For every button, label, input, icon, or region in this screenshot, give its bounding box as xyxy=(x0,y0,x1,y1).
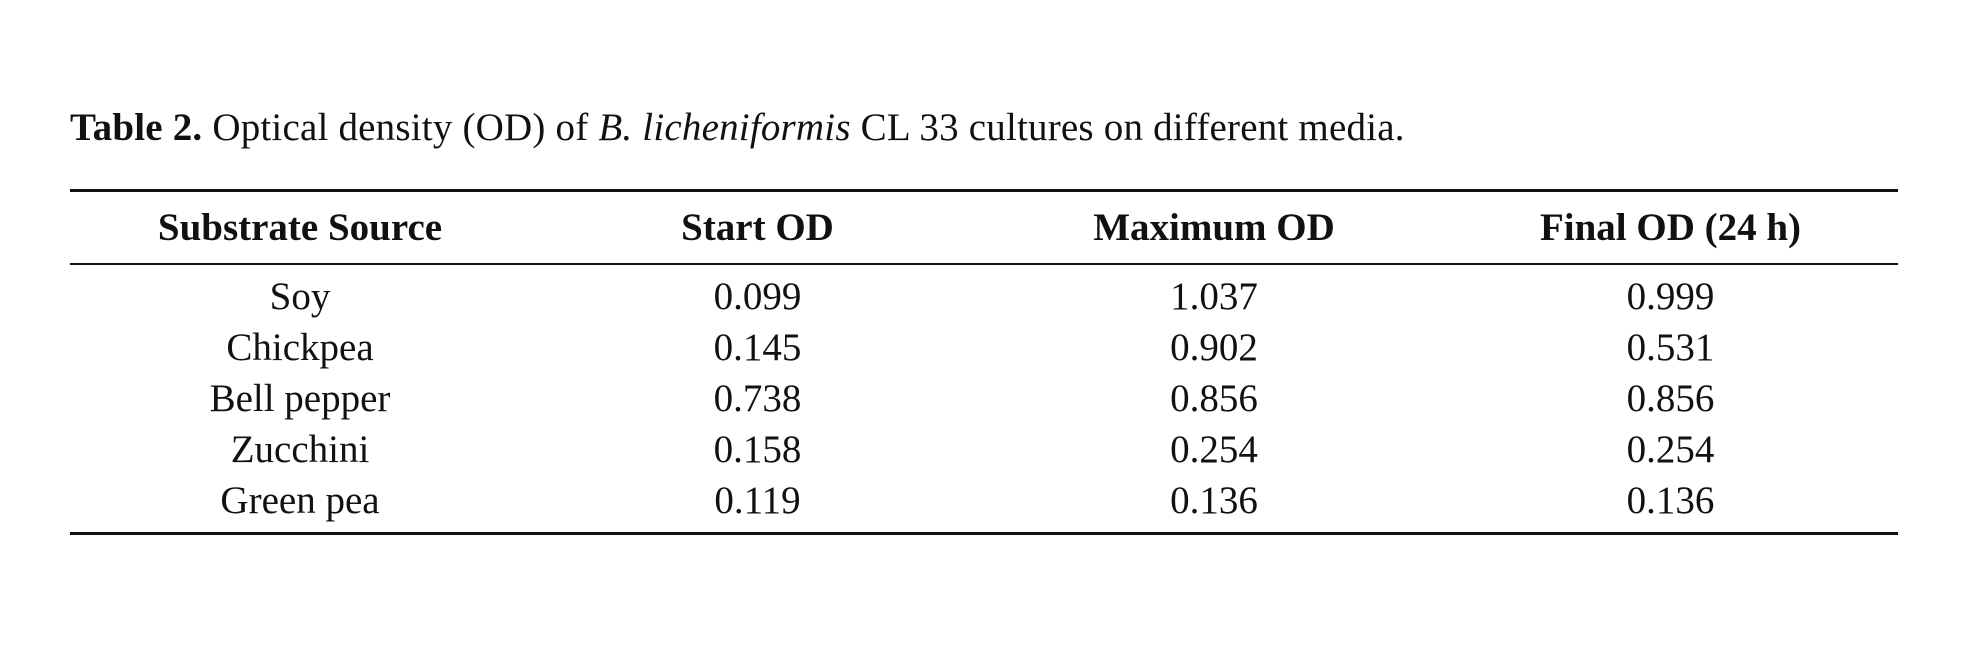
data-table-container xyxy=(70,189,1898,535)
cell-maximum-od: 0.902 xyxy=(1170,326,1258,369)
table-row xyxy=(70,475,1898,534)
table-row xyxy=(70,373,1898,424)
cell-final-od: 0.856 xyxy=(1626,377,1715,420)
caption-label: Table 2. xyxy=(70,106,203,149)
cell-maximum-od: 1.037 xyxy=(1170,275,1258,318)
cell-substrate: Soy xyxy=(269,275,331,318)
cell-substrate: Zucchini xyxy=(230,428,370,471)
header-maximum-od: Maximum OD xyxy=(1093,206,1335,249)
cell-substrate: Bell pepper xyxy=(209,377,391,420)
table-header xyxy=(70,191,1898,265)
table-row xyxy=(70,322,1898,373)
cell-final-od: 0.531 xyxy=(1626,326,1715,369)
cell-substrate: Chickpea xyxy=(226,326,374,369)
table-row xyxy=(70,424,1898,475)
cell-start-od: 0.158 xyxy=(713,428,802,471)
cell-final-od: 0.136 xyxy=(1626,479,1715,522)
header-final-od: Final OD (24 h) xyxy=(1539,206,1802,249)
cell-start-od: 0.738 xyxy=(713,377,802,420)
cell-substrate: Green pea xyxy=(220,479,380,522)
caption-text-before: Optical density (OD) of xyxy=(202,106,599,149)
header-start-od: Start OD xyxy=(681,206,834,249)
cell-start-od: 0.119 xyxy=(714,479,801,522)
cell-final-od: 0.254 xyxy=(1626,428,1715,471)
table-caption xyxy=(70,104,1405,152)
cell-final-od: 0.999 xyxy=(1626,275,1715,318)
header-row xyxy=(70,191,1898,265)
caption-text-after: CL 33 cultures on different media. xyxy=(850,106,1405,149)
cell-start-od: 0.099 xyxy=(713,275,802,318)
cell-maximum-od: 0.856 xyxy=(1170,377,1258,420)
cell-start-od: 0.145 xyxy=(713,326,802,369)
table-body xyxy=(70,264,1898,534)
table-row xyxy=(70,264,1898,322)
caption-species: B. licheniformis xyxy=(598,106,851,149)
cell-maximum-od: 0.254 xyxy=(1170,428,1258,471)
data-table xyxy=(70,189,1898,535)
header-substrate-source: Substrate Source xyxy=(157,206,443,249)
cell-maximum-od: 0.136 xyxy=(1170,479,1258,522)
